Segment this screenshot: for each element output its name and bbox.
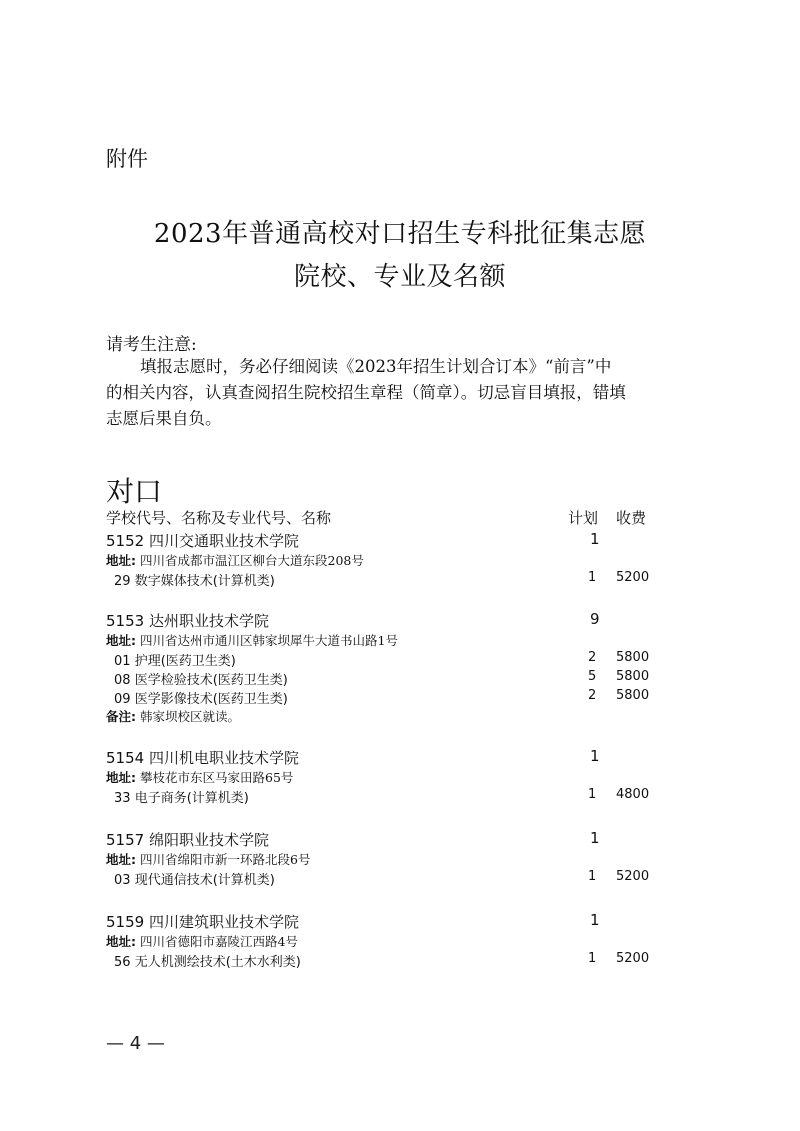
column-headers	[106, 507, 666, 527]
school-row	[106, 747, 666, 768]
school-code: 5159	[106, 913, 145, 931]
notice-line-2: 的相关内容，认真查阅招生院校招生章程（简章）。切忌盲目填报，错填	[106, 383, 626, 402]
notice-line-1: 填报志愿时，务必仔细阅读《2023年招生计划合订本》“前言”中	[140, 357, 612, 376]
major-code: 03	[114, 873, 131, 888]
column-header-plan: 计划	[568, 509, 599, 527]
school-name: 达州职业技术学院	[148, 612, 269, 630]
school-address-row	[106, 768, 666, 787]
school-code: 5157	[106, 831, 145, 849]
address-label: 地址:	[106, 633, 136, 648]
major-fee: 5800	[616, 669, 650, 684]
major-row	[106, 787, 666, 806]
school-address: 四川省绵阳市新一环路北段6号	[139, 852, 311, 867]
major-name: 医学影像技术(医药卫生类)	[134, 692, 288, 707]
major-name: 无人机测绘技术(土木水利类)	[134, 955, 301, 970]
address-label: 地址:	[106, 770, 136, 785]
major-fee: 5800	[616, 650, 650, 665]
school-plan: 1	[590, 911, 600, 929]
school-address: 四川省成都市温江区柳台大道东段208号	[139, 553, 364, 568]
major-row	[106, 869, 666, 888]
major-code: 29	[114, 574, 131, 589]
page-title-line2: 院校、专业及名额	[293, 262, 506, 292]
school-row	[106, 829, 666, 850]
major-fee: 5200	[616, 951, 650, 966]
school-address-row	[106, 551, 666, 570]
school-address: 四川省达州市通川区韩家坝犀牛大道书山路1号	[139, 633, 398, 648]
school-plan: 1	[590, 747, 600, 765]
major-plan: 5	[588, 669, 597, 684]
school-remark: 韩家坝校区就读。	[139, 709, 240, 724]
major-plan: 1	[588, 570, 597, 585]
major-plan: 1	[588, 869, 597, 884]
school-block	[106, 530, 666, 589]
remark-row	[106, 707, 666, 726]
address-label: 地址:	[106, 852, 136, 867]
school-address-row	[106, 631, 666, 650]
school-code: 5152	[106, 532, 145, 550]
school-row	[106, 610, 666, 631]
major-name: 医学检验技术(医药卫生类)	[134, 673, 288, 688]
major-code: 56	[114, 955, 131, 970]
school-name: 四川交通职业技术学院	[148, 532, 299, 550]
major-row	[106, 951, 666, 970]
major-row	[106, 650, 666, 669]
major-fee: 4800	[616, 787, 650, 802]
notice-line-3: 志愿后果自负。	[106, 409, 222, 428]
school-row	[106, 911, 666, 932]
major-plan: 2	[588, 688, 597, 703]
major-plan: 2	[588, 650, 597, 665]
school-block	[106, 610, 666, 726]
major-row	[106, 688, 666, 707]
major-fee: 5800	[616, 688, 650, 703]
major-row	[106, 570, 666, 589]
school-code: 5153	[106, 612, 145, 630]
major-name: 电子商务(计算机类)	[134, 791, 249, 806]
school-plan: 9	[590, 610, 600, 628]
page-number: — 4 —	[106, 1033, 165, 1054]
school-plan: 1	[590, 530, 600, 548]
school-name: 绵阳职业技术学院	[148, 831, 269, 849]
major-code: 08	[114, 673, 131, 688]
school-block	[106, 829, 666, 888]
school-address-row	[106, 932, 666, 951]
major-code: 33	[114, 791, 131, 806]
major-code: 09	[114, 692, 131, 707]
column-header-name: 学校代号、名称及专业代号、名称	[106, 509, 332, 527]
school-block	[106, 911, 666, 970]
school-row	[106, 530, 666, 551]
school-name: 四川建筑职业技术学院	[148, 913, 299, 931]
page-title-line1: 2023年普通高校对口招生专科批征集志愿	[153, 219, 647, 249]
school-address: 攀枝花市东区马家田路65号	[139, 770, 294, 785]
notice-heading: 请考生注意:	[106, 335, 197, 355]
school-plan: 1	[590, 829, 600, 847]
major-name: 现代通信技术(计算机类)	[134, 873, 275, 888]
major-plan: 1	[588, 787, 597, 802]
notice-body	[106, 354, 702, 432]
school-block	[106, 747, 666, 806]
major-fee: 5200	[616, 570, 650, 585]
major-name: 数字媒体技术(计算机类)	[134, 574, 275, 589]
school-code: 5154	[106, 749, 145, 767]
major-name: 护理(医药卫生类)	[134, 654, 236, 669]
school-address: 四川省德阳市嘉陵江西路4号	[139, 934, 298, 949]
major-row	[106, 669, 666, 688]
section-title: 对口	[106, 475, 163, 508]
address-label: 地址:	[106, 934, 136, 949]
remark-label: 备注:	[106, 709, 136, 724]
school-address-row	[106, 850, 666, 869]
school-name: 四川机电职业技术学院	[148, 749, 299, 767]
column-header-fee: 收费	[616, 509, 647, 527]
major-plan: 1	[588, 951, 597, 966]
major-fee: 5200	[616, 869, 650, 884]
address-label: 地址:	[106, 553, 136, 568]
attachment-label: 附件	[106, 147, 148, 171]
major-code: 01	[114, 654, 131, 669]
